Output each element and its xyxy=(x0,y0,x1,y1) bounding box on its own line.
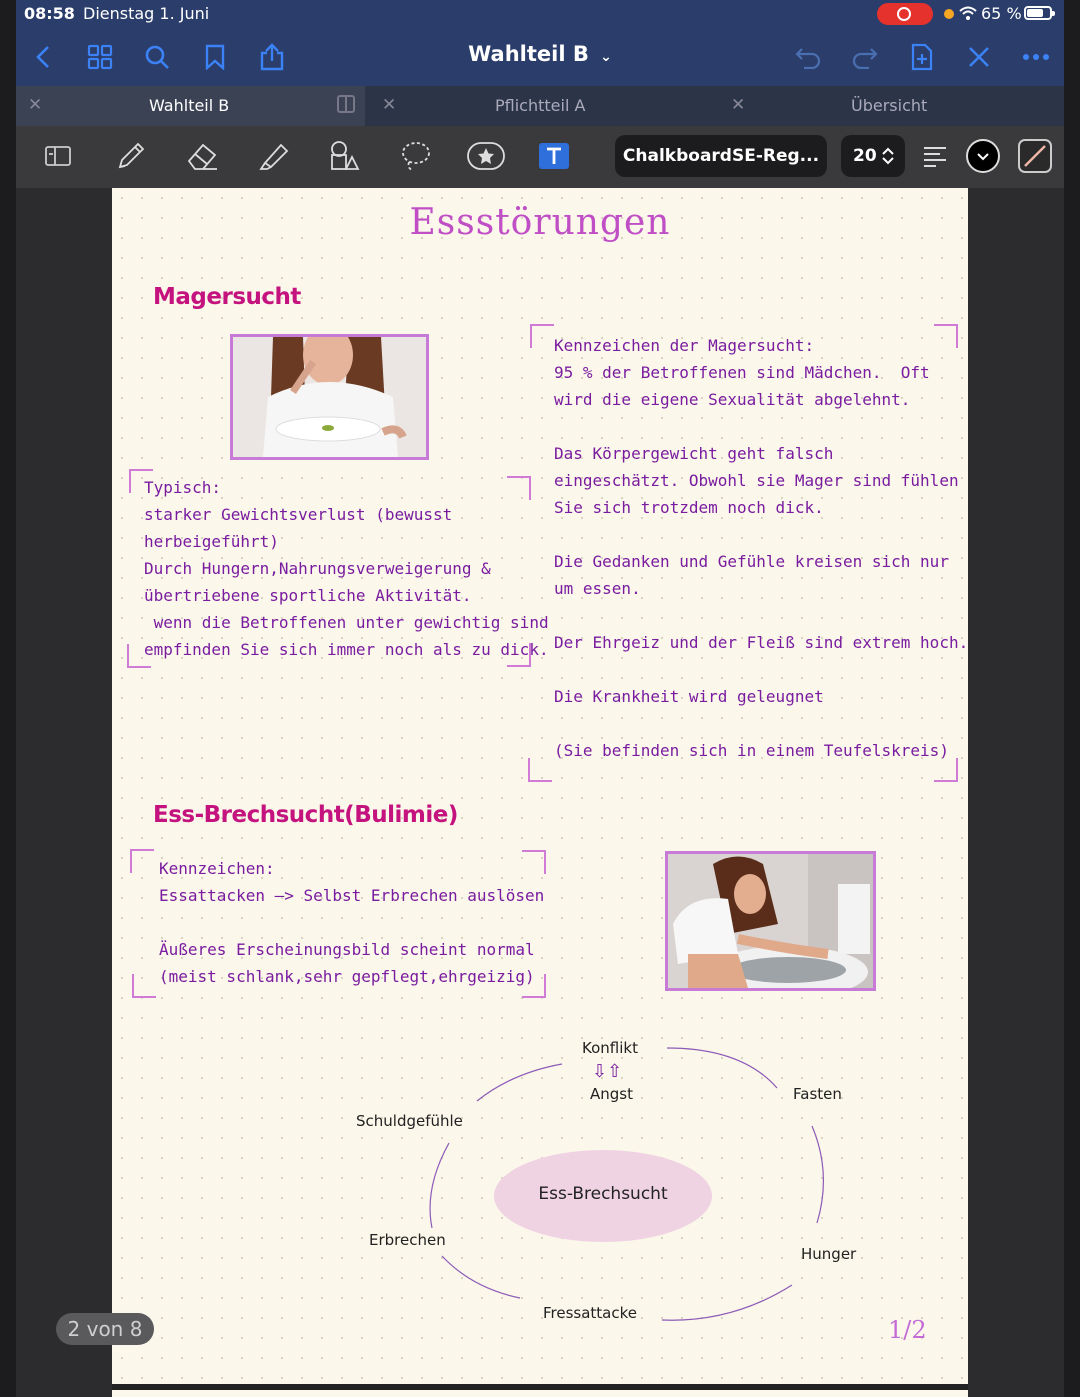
more-icon[interactable] xyxy=(1018,39,1054,75)
up-down-arrows-icon: ⇩⇧ xyxy=(592,1061,623,1082)
nav-bar xyxy=(16,28,1064,86)
next-page-edge xyxy=(112,1384,968,1397)
pen-icon[interactable] xyxy=(109,136,153,176)
heading-magersucht: Magersucht xyxy=(153,284,301,310)
undo-icon[interactable] xyxy=(790,39,826,75)
font-size-value: 20 xyxy=(853,146,877,166)
text-kennzeichen-magersucht[interactable]: Kennzeichen der Magersucht: 95 % der Betroffenen sind Mädchen. Oft wird die eigene Sexualität abgelehnt. Das Körpergewicht geht falsch eingeschätzt. Obwohl sie Mager sind fühlen Sie sich trotzdem noch dick. Die Gedanken und Gefühle kreisen sich nur um essen. Der Ehrgeiz und der Fleiß sind extrem hoch. Die Krankheit wird geleugnet (Sie befinden sich in einem Teufelskreis) xyxy=(554,336,968,760)
text-typisch[interactable]: Typisch: starker Gewichtsverlust (bewusst herbeigeführt) Durch Hungern,Nahrungsverweigerung & übertriebene sportliche Aktivität. wenn die Betroffenen unter gewichtig sind empfinden Sie sich immer noch als zu dick. xyxy=(144,478,549,659)
page-title: Essstörungen xyxy=(409,202,671,243)
document-title-label: Wahlteil B xyxy=(468,42,589,66)
cycle-fasten: Fasten xyxy=(793,1085,842,1103)
cycle-schuldgefuehle: Schuldgefühle xyxy=(356,1112,463,1130)
tab-label: Wahlteil B xyxy=(149,96,230,115)
tab-label: Übersicht xyxy=(851,96,928,115)
battery-percent: 65 % xyxy=(981,4,1022,23)
sticker-icon[interactable] xyxy=(464,136,508,176)
text-tool-icon[interactable] xyxy=(532,136,576,176)
status-date: Dienstag 1. Juni xyxy=(83,4,210,23)
status-time: 08:58 xyxy=(24,4,75,23)
lasso-icon[interactable] xyxy=(394,136,438,176)
tab-wahlteil-b[interactable] xyxy=(16,86,365,126)
wifi-icon xyxy=(959,5,977,21)
tab-pflichtteil-a[interactable] xyxy=(370,86,716,126)
text-kennzeichen-bulimie[interactable]: Kennzeichen: Essattacken —> Selbst Erbrechen auslösen Äußeres Erscheinungsbild scheint normal (meist schlank,sehr gepflegt,ehrgeizig) xyxy=(159,859,545,986)
note-page[interactable] xyxy=(112,188,968,1384)
cycle-center xyxy=(494,1150,712,1242)
font-size-stepper[interactable] xyxy=(841,135,905,177)
tab-bar xyxy=(16,86,1064,126)
cycle-konflikt: Konflikt xyxy=(582,1039,638,1057)
close-icon[interactable]: ✕ xyxy=(731,95,746,115)
tab-label: Pflichtteil A xyxy=(495,96,586,115)
tab-uebersicht[interactable] xyxy=(719,86,1064,126)
font-selector[interactable]: ChalkboardSE-Reg... xyxy=(615,135,827,177)
split-view-icon[interactable] xyxy=(337,95,355,113)
cycle-angst: Angst xyxy=(590,1085,633,1103)
microphone-indicator-icon xyxy=(944,9,954,19)
stepper-chevrons-icon xyxy=(881,147,895,165)
chevron-down-icon: ⌄ xyxy=(600,49,612,65)
shapes-icon[interactable] xyxy=(322,136,366,176)
text-align-icon[interactable] xyxy=(913,136,957,176)
cycle-fressattacke: Fressattacke xyxy=(543,1304,638,1322)
heading-bulimie: Ess-Brechsucht(Bulimie) xyxy=(153,802,458,828)
add-page-icon[interactable] xyxy=(904,39,940,75)
drawing-toolbar xyxy=(16,126,1064,188)
highlighter-icon[interactable] xyxy=(252,136,296,176)
status-bar xyxy=(16,0,1064,28)
page-number: 1/2 xyxy=(888,1316,927,1344)
notes-app xyxy=(16,0,1064,1397)
close-icon[interactable]: ✕ xyxy=(28,95,43,115)
scan-icon[interactable] xyxy=(36,136,80,176)
close-icon[interactable]: ✕ xyxy=(382,95,397,115)
redo-icon[interactable] xyxy=(847,39,883,75)
screen-recording-icon[interactable] xyxy=(877,3,933,25)
cycle-center-label: Ess-Brechsucht xyxy=(538,1184,668,1204)
cycle-hunger: Hunger xyxy=(801,1245,857,1263)
battery-icon xyxy=(1024,6,1052,20)
color-picker[interactable] xyxy=(961,136,1005,176)
text-color-icon[interactable] xyxy=(1013,136,1057,176)
page-count-badge[interactable]: 2 von 8 xyxy=(56,1313,154,1345)
eraser-icon[interactable] xyxy=(181,136,225,176)
close-edit-icon[interactable] xyxy=(961,39,997,75)
cycle-erbrechen: Erbrechen xyxy=(369,1231,446,1249)
